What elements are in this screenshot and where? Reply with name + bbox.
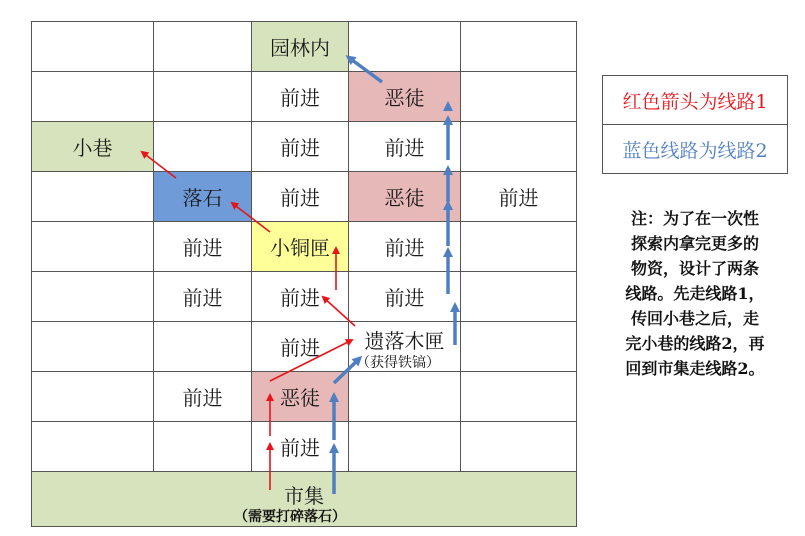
cell-forward: 前进 xyxy=(153,271,252,322)
cell-alley: 小巷 xyxy=(31,121,154,172)
legend-route1: 红色箭头为线路1 xyxy=(602,75,788,125)
note-line: 回到市集走线路2。 xyxy=(625,359,765,378)
cell-forward: 前进 xyxy=(251,171,349,222)
cell-forward: 前进 xyxy=(348,221,461,272)
cell-forward: 前进 xyxy=(460,171,577,222)
route1-arrows xyxy=(142,152,355,490)
note-line: 传回小巷之后，走 xyxy=(630,309,759,328)
wooden-box-note: （获得铁镐） xyxy=(356,355,440,371)
cell-forward: 前进 xyxy=(153,371,252,422)
cell-thug: 恶徒 xyxy=(348,71,461,122)
cell-forward: 前进 xyxy=(251,321,349,372)
red-arrow xyxy=(232,203,270,232)
cell-thug: 恶徒 xyxy=(251,371,349,422)
cell-garden-inside: 园林内 xyxy=(251,21,349,72)
cell-forward: 前进 xyxy=(251,271,349,322)
note-line: 线路。先走线路1， xyxy=(625,284,765,303)
blue-arrow xyxy=(334,358,360,383)
legend-route2: 蓝色线路为线路2 xyxy=(602,124,788,174)
cell-forward: 前进 xyxy=(251,421,349,472)
market-label: 市集 xyxy=(284,484,324,508)
note-line: 完小巷的线路2，再 xyxy=(625,334,765,353)
cell-forward: 前进 xyxy=(348,271,461,322)
route2-arrows xyxy=(334,57,455,494)
cell-forward: 前进 xyxy=(251,121,349,172)
lost-wooden-box-label: 遗落木匣 xyxy=(364,329,445,353)
red-arrow xyxy=(323,297,355,326)
cell-small-copper-box: 小铜匣 xyxy=(251,221,349,272)
note-line: 注：为了在一次性 xyxy=(630,209,759,228)
blue-arrow xyxy=(348,57,382,82)
market-note: （需要打碎落石） xyxy=(234,509,346,525)
note-line: 探索内拿完更多的 xyxy=(630,234,759,253)
red-arrow xyxy=(142,152,176,178)
cell-forward: 前进 xyxy=(153,221,252,272)
cell-thug: 恶徒 xyxy=(348,171,461,222)
cell-forward: 前进 xyxy=(251,71,349,122)
cell-falling-rock: 落石 xyxy=(153,171,252,222)
cell-forward: 前进 xyxy=(348,121,461,172)
note-line: 物资，设计了两条 xyxy=(630,259,759,278)
red-arrow xyxy=(270,340,352,381)
